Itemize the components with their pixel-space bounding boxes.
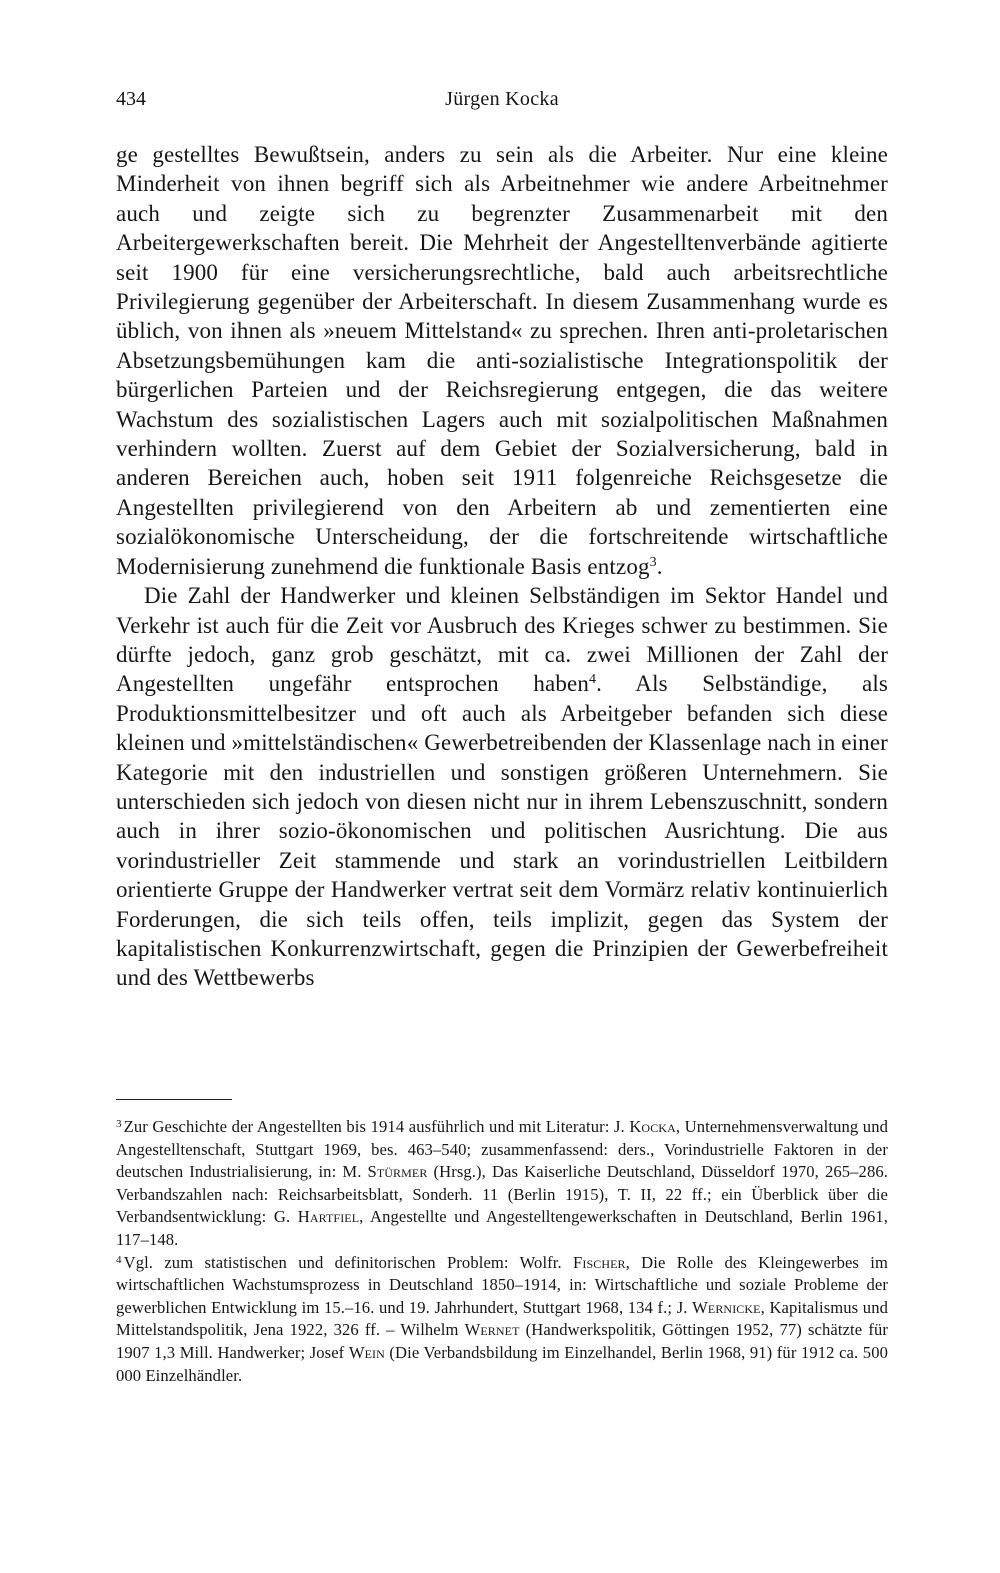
footnote-divider	[116, 1099, 232, 1100]
paragraph-text: . Als Selbständige, als Produktionsmittelbesitzer und oft auch als Arbeitgeber befanden sich diese kleinen und »mittelständischen« Gewerbetreibenden der Klassenlage nach in einer Kategorie mit den industriellen und sonstigen größeren Unternehmern. Sie unterschieden sich jedoch von diesen nicht nur in ihrem Lebenszuschnitt, sondern auch in ihrer sozio-ökonomischen und politischen Ausrichtung. Die aus vorindustrieller Zeit stammende und stark an vorindustriellen Leitbildern orientierte Gruppe der Handwerker vertrat seit dem Vormärz relativ kontinuierlich Forderungen, die sich teils offen, teils implizit, gegen das System der kapitalistischen Konkurrenzwirtschaft, gegen die Prinzipien der Gewerbefreiheit und des Wettbewerbs	[116, 671, 888, 991]
footnote-text: (Handwerkspolitik, Göttingen 1952, 77) schätzte für 1907 1,3 Mill. Handwerker; Josef	[116, 1320, 888, 1362]
footnote-text: (Hrsg.), Das Kaiserliche Deutschland, Düsseldorf 1970, 265–286. Verbandszahlen nach: Reichsarbeitsblatt, Sonderh. 11 (Berlin 1915), T. II, 22 ff.; ein Überblick über die Verbandsentwicklung: G.	[116, 1162, 888, 1227]
paragraph-text: ge gestelltes Bewußtsein, anders zu sein als die Arbeiter. Nur eine kleine Minderheit von ihnen begriff sich als Arbeitnehmer wie andere Arbeitnehmer auch und zeigte sich zu begrenzter Zusammenarbeit mit den Arbeitergewerkschaften bereit. Die Mehrheit der Angestelltenverbände agitierte seit 1900 für eine versicherungsrechtliche, bald auch arbeitsrechtliche Privilegierung gegenüber der Arbeiterschaft. In diesem Zusammenhang wurde es üblich, von ihnen als »neuem Mittelstand« zu sprechen. Ihren anti-proletarischen Absetzungsbemühungen kam die anti-sozialistische Integrationspolitik der bürgerlichen Parteien und der Reichsregierung entgegen, die das weitere Wachstum des sozialistischen Lagers auch mit sozialpolitischen Maßnahmen verhindern wollten. Zuerst auf dem Gebiet der Sozialversicherung, bald in anderen Bereichen auch, hoben seit 1911 folgenreiche Reichsgesetze die Angestellten privilegierend von den Arbeitern ab und zementierten eine sozialökonomische Unterscheidung, der die fortschreitende wirtschaftliche Modernisierung zunehmend die funktionale Basis entzog	[116, 142, 888, 579]
footnote-text: Vgl. zum statistischen und definitorischen Problem: Wolfr.	[123, 1252, 574, 1272]
footnote-reference: 4	[589, 672, 597, 688]
footnote	[116, 1116, 888, 1252]
footnote-text: Zur Geschichte der Angestellten bis 1914 ausführlich und mit Literatur: J.	[123, 1117, 630, 1136]
paragraph	[116, 140, 888, 581]
author-name: Wein	[348, 1342, 385, 1362]
main-text	[116, 140, 888, 993]
footnotes	[116, 1116, 888, 1387]
paragraph-text: .	[656, 553, 663, 579]
author-name: Stürmer	[367, 1162, 428, 1182]
footnote-text: (Die Verbandsbildung im Einzelhandel, Berlin 1968, 91) für 1912 ca. 500 000 Einzelhändler.	[116, 1342, 888, 1385]
paragraph	[116, 581, 888, 993]
author-name: Kocka	[629, 1117, 676, 1136]
book-page	[116, 0, 888, 1573]
author-name: Wernicke	[692, 1297, 761, 1317]
footnote-marker: 4	[116, 1253, 122, 1266]
page-number: 434	[116, 88, 146, 110]
footnote-text: , Kapitalismus und Mittelstandspolitik, Jena 1922, 326 ff. – Wilhelm	[116, 1297, 888, 1340]
footnote-reference: 3	[649, 554, 657, 570]
author-name: Hartfiel	[297, 1207, 360, 1227]
running-head-author: Jürgen Kocka	[445, 88, 559, 110]
footnote	[116, 1252, 888, 1388]
footnote-text: , Unternehmensverwaltung und Angestelltenschaft, Stuttgart 1969, bes. 463–540; zusammenfassend: ders., Vorindustrielle Faktoren in der deutschen Industrialisierung, in: M.	[116, 1117, 888, 1182]
footnote-text: , Die Rolle des Kleingewerbes im wirtschaftlichen Wachstumsprozess in Deutschland 1850–1914, in: Wirtschaftliche und soziale Probleme der gewerblichen Entwicklung im 15.–16. und 19. Jahrhundert, Stuttgart 1968, 134 f.; J.	[116, 1252, 888, 1317]
footnote-text: , Angestellte und Angestelltengewerkschaften in Deutschland, Berlin 1961, 117–148.	[116, 1207, 888, 1249]
paragraph-text: Die Zahl der Handwerker und kleinen Selbständigen im Sektor Handel und Verkehr ist auch für die Zeit vor Ausbruch des Krieges schwer zu bestimmen. Sie dürfte jedoch, ganz grob geschätzt, mit ca. zwei Millionen der Zahl der Angestellten ungefähr entsprochen haben	[116, 583, 888, 697]
author-name: Wernet	[464, 1320, 520, 1340]
author-name: Fischer	[573, 1252, 626, 1272]
footnote-marker: 3	[116, 1118, 122, 1130]
running-head	[116, 88, 888, 118]
